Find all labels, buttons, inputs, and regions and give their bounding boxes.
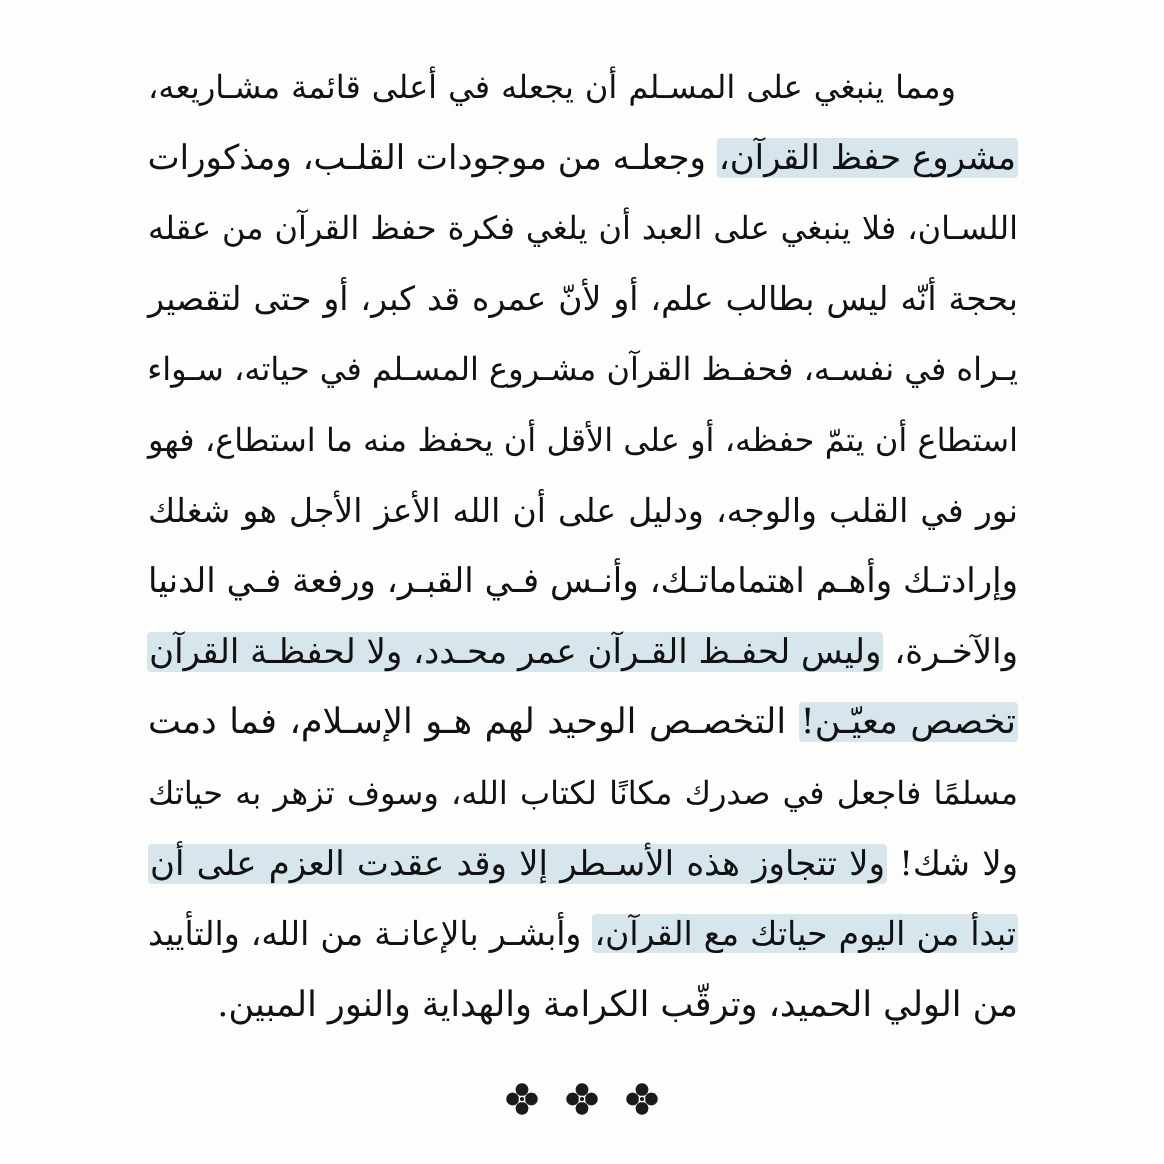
highlighted-text: وليس لحفـظ القـرآن عمر محـدد، ولا لحفظـة القرآن [149,631,882,672]
text-line: من الولي الحميد، وترقّب الكرامة والهداية والنور المبين. [217,984,1018,1025]
flower-ornament-icon [565,1082,599,1116]
text-line: تبدأ من اليوم حياتك مع القرآن، وأبشـر بالإعانـة من الله، والتأييد [148,914,1016,954]
text-line: تخصص معيّـن! التخصـص الوحيد لهم هـو الإسـلام، فما دمت [148,702,1016,743]
text-line: بحجة أنّه ليس بطالب علم، أو لأنّ عمره قد كبر، أو حتى لتقصير [148,278,1018,318]
text-line: مشروع حفظ القرآن، وجعلـه من موجودات القلـب، ومذكورات [147,137,1016,178]
text-line: يـراه في نفسـه، فحفـظ القرآن مشـروع المسـلم في حياته، سـواء [147,350,1018,389]
highlighted-text: ولا تتجاوز هذه الأسـطر إلا وقد عقدت العزم على أن [150,843,885,884]
flower-ornament-icon [625,1082,659,1116]
text-line: والآخـرة، وليس لحفـظ القـرآن عمر محـدد، ولا لحفظـة القرآن [149,631,1018,672]
text-line: مسلمًا فاجعل في صدرك مكانًا لكتاب الله، وسوف تزهر به حياتك [148,773,1018,812]
text-line: وإرادتـك وأهـم اهتماماتـك، وأنـس فـي القبـر، ورفعة فـي الدنيا [148,561,1018,602]
highlighted-text: تخصص معيّـن! [800,702,1016,743]
highlighted-text: مشروع حفظ القرآن، [718,137,1016,178]
text-line: ولا شك! ولا تتجاوز هذه الأسـطر إلا وقد عقدت العزم على أن [150,843,1019,884]
text-line: استطاع أن يتمّ حفظه، أو على الأقل أن يحفظ منه ما استطاع، فهو [148,420,1018,459]
highlighted-text: تبدأ من اليوم حياتك مع القرآن، [594,914,1016,954]
text-line: ومما ينبغي على المسـلم أن يجعله في أعلى قائمة مشـاريعه، [148,68,957,106]
section-ornaments [0,1082,1164,1116]
flower-ornament-icon [505,1082,539,1116]
text-line: اللسـان، فلا ينبغي على العبد أن يلغي فكرة حفظ القرآن من عقله [148,209,1018,248]
text-line: نور في القلب والوجه، ودليل على أن الله الأعز الأجل هو شغلك [148,490,1018,530]
paragraph [148,52,1018,1040]
